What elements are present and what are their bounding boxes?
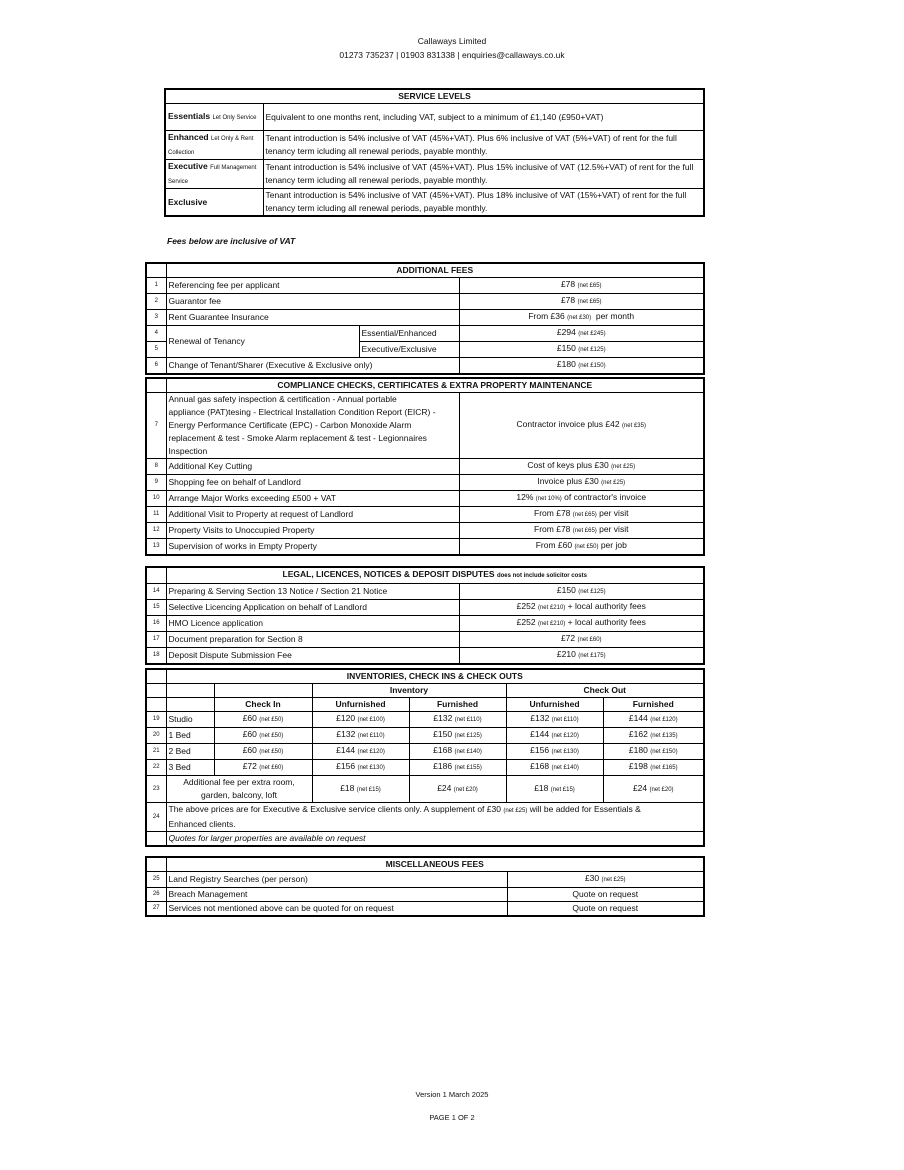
fee-price: Contractor invoice plus £42: [516, 419, 620, 429]
fee-suffix: + local authority fees: [565, 617, 646, 627]
fee-net: (net £25): [611, 464, 636, 470]
inventories-table: [145, 668, 705, 847]
fee-net: (net £65): [572, 512, 597, 518]
group-inventory: Inventory: [312, 684, 506, 698]
property-size: 1 Bed: [166, 728, 214, 744]
renewal-type: Essential/Enhanced: [359, 326, 459, 342]
fee-price: From £36: [528, 311, 565, 321]
table-row: [146, 632, 704, 648]
fee-price: £180: [556, 359, 576, 369]
net: (net £140): [551, 765, 579, 771]
row-number: 1: [146, 278, 166, 294]
fee-suffix: of contractor's invoice: [561, 492, 647, 502]
net: (net £15): [550, 786, 575, 793]
row-number: 6: [146, 358, 166, 375]
fee-net: (net £50): [574, 544, 599, 550]
fee-label: Preparing & Serving Section 13 Notice / Section 21 Notice: [166, 584, 459, 600]
group-checkout: Check Out: [506, 684, 704, 698]
price: £18: [340, 782, 355, 793]
price: £186: [433, 761, 453, 771]
fee-price: £252: [516, 601, 536, 611]
fee-label: Shopping fee on behalf of Landlord: [166, 475, 459, 491]
service-desc: Tenant introduction is 54% inclusive of VAT (45%+VAT). Plus 6% inclusive of VAT (5%+VAT) of rent for the full tenancy term icluding all renewal periods, payable monthly.: [263, 131, 704, 160]
service-sub: Let Only Service: [212, 115, 257, 121]
table-row: [146, 776, 704, 803]
net: (net £110): [357, 733, 385, 739]
fee-label: Document preparation for Section 8: [166, 632, 459, 648]
extra-label: Additional fee per extra room,: [183, 777, 295, 787]
row-number: 24: [146, 803, 166, 832]
fee-price: Invoice plus £30: [537, 476, 599, 486]
row-number: 17: [146, 632, 166, 648]
fee-label: Selective Licencing Application on behalf of Landlord: [166, 600, 459, 616]
fee-label: Breach Management: [166, 888, 507, 902]
compliance-line: Annual gas safety inspection & certification - Annual portable: [168, 394, 397, 404]
net: (net £20): [453, 786, 478, 793]
fee-price: Cost of keys plus £30: [527, 460, 609, 470]
net: (net £50): [259, 717, 284, 723]
fee-label: HMO Licence application: [166, 616, 459, 632]
fee-net: (net £30): [567, 315, 592, 321]
inventories-title: INVENTORIES, CHECK INS & CHECK OUTS: [166, 669, 704, 684]
row-number: 21: [146, 744, 166, 760]
legal-title-note: does not include solicitor costs: [496, 573, 587, 579]
fee-label: Guarantor fee: [166, 294, 459, 310]
net: (net £135): [650, 733, 678, 739]
net: (net £150): [650, 749, 678, 755]
row-number: 10: [146, 491, 166, 507]
table-row: [146, 294, 704, 310]
table-row: [146, 310, 704, 326]
col-checkout-unfurnished: Unfurnished: [506, 698, 603, 712]
fee-net: (net £210): [537, 605, 566, 611]
fee-net: (net £60): [577, 637, 602, 643]
row-number: 2: [146, 294, 166, 310]
fee-price: From £78: [534, 508, 571, 518]
fee-price: £210: [556, 649, 576, 659]
price: £60: [242, 713, 257, 723]
fee-price: £30: [584, 873, 600, 883]
fee-net: (net £125): [578, 347, 606, 353]
vat-note: Fees below are inclusive of VAT: [167, 236, 296, 246]
price: £156: [530, 745, 550, 755]
compliance-title: COMPLIANCE CHECKS, CERTIFICATES & EXTRA PROPERTY MAINTENANCE: [166, 378, 704, 393]
document-header: [0, 34, 904, 62]
supplement-note-end: will be added for Essentials &: [527, 804, 641, 814]
table-row: [146, 902, 704, 917]
compliance-line: Inspection: [168, 446, 208, 456]
misc-title: MISCELLANEOUS FEES: [166, 857, 704, 872]
row-number: 25: [146, 872, 166, 888]
quotes-note: Quotes for larger properties are available on request: [166, 832, 704, 847]
fee-suffix: per month: [591, 311, 635, 321]
row-number: 7: [146, 393, 166, 459]
row-number: 23: [146, 776, 166, 803]
table-row: [146, 712, 704, 728]
table-row: [146, 728, 704, 744]
service-name: Exclusive: [168, 197, 208, 207]
supplement-note: The above prices are for Executive & Exclusive service clients only. A supplement of £30: [168, 804, 501, 814]
net: (net £125): [454, 733, 482, 739]
row-number: 13: [146, 539, 166, 556]
table-row: [146, 803, 704, 832]
col-checkout-furnished: Furnished: [603, 698, 704, 712]
fee-price: Quote on request: [507, 902, 704, 917]
net: (net £120): [650, 717, 678, 723]
net: (net £50): [259, 733, 284, 739]
price: £132: [433, 713, 453, 723]
table-row: [146, 744, 704, 760]
price: £156: [336, 761, 356, 771]
fee-label: Referencing fee per applicant: [166, 278, 459, 294]
price: £168: [530, 761, 550, 771]
fee-price: £78: [560, 295, 576, 305]
table-row: [146, 648, 704, 665]
row-number: 14: [146, 584, 166, 600]
col-checkin: Check In: [214, 698, 312, 712]
fee-net: (net £125): [578, 589, 606, 595]
service-name: Executive: [168, 161, 208, 171]
fee-price: £150: [556, 343, 576, 353]
property-size: Studio: [166, 712, 214, 728]
row-number: 12: [146, 523, 166, 539]
net: (net £110): [454, 717, 482, 723]
service-row: [165, 104, 704, 131]
renewal-label: Renewal of Tenancy: [166, 326, 359, 358]
fee-price: 12%: [516, 492, 534, 502]
fee-net: (net £65): [577, 283, 602, 289]
price: £150: [433, 729, 453, 739]
net: (net £155): [454, 765, 482, 771]
fee-suffix: + local authority fees: [565, 601, 646, 611]
fee-net: (net 10%): [535, 496, 562, 502]
service-row: [165, 160, 704, 189]
fee-label: Supervision of works in Empty Property: [166, 539, 459, 556]
row-number: 8: [146, 459, 166, 475]
table-row: [146, 523, 704, 539]
row-number: 9: [146, 475, 166, 491]
fee-net: (net £35): [621, 423, 646, 429]
table-row: [146, 393, 704, 459]
net: (net £120): [357, 749, 385, 755]
table-row: [146, 888, 704, 902]
table-row: [146, 539, 704, 556]
fee-suffix: per job: [598, 540, 627, 550]
row-number: 18: [146, 648, 166, 665]
service-desc: Equivalent to one months rent, including VAT, subject to a minimum of £1,140 (£950+VAT): [263, 104, 704, 131]
service-desc: Tenant introduction is 54% inclusive of VAT (45%+VAT). Plus 18% inclusive of VAT (15%+VAT) of rent for the full tenancy term icluding all renewal periods, payable monthly.: [263, 189, 704, 217]
price: £132: [336, 729, 356, 739]
price: £162: [628, 729, 648, 739]
table-row: [146, 872, 704, 888]
row-number: 15: [146, 600, 166, 616]
service-levels-table: [164, 88, 705, 217]
row-number: 19: [146, 712, 166, 728]
additional-fees-title: ADDITIONAL FEES: [166, 263, 704, 278]
additional-fees-table: [145, 262, 705, 375]
net: (net £165): [650, 765, 678, 771]
net: (net £120): [551, 733, 579, 739]
service-row: [165, 131, 704, 160]
table-row: [146, 616, 704, 632]
service-name: Enhanced: [168, 132, 209, 142]
service-desc: Tenant introduction is 54% inclusive of VAT (45%+VAT). Plus 15% inclusive of VAT (12.5%+VAT) of rent for the full tenancy term icluding all renewal periods, payable monthly.: [263, 160, 704, 189]
row-number: 20: [146, 728, 166, 744]
fee-price: Quote on request: [507, 888, 704, 902]
service-name: Essentials: [168, 111, 211, 121]
row-number: 11: [146, 507, 166, 523]
version-label: Version 1 March 2025: [415, 1090, 489, 1099]
legal-table: [145, 566, 705, 665]
fee-price: From £78: [534, 524, 571, 534]
compliance-line: Energy Performance Certificate (EPC) - Carbon Monoxide Alarm: [168, 420, 412, 430]
fee-label: Rent Guarantee Insurance: [166, 310, 459, 326]
fee-label: Deposit Dispute Submission Fee: [166, 648, 459, 665]
company-name: Callaways Limited: [417, 36, 487, 46]
price: £180: [628, 745, 648, 755]
net: (net £20): [649, 786, 674, 793]
fee-label: Additional Key Cutting: [166, 459, 459, 475]
net: (net £15): [356, 786, 381, 793]
price: £144: [530, 729, 550, 739]
service-row: [165, 189, 704, 217]
table-row: [146, 760, 704, 776]
table-row: [146, 475, 704, 491]
table-row: [146, 459, 704, 475]
fee-price: £150: [556, 585, 576, 595]
fee-label: Change of Tenant/Sharer (Executive & Exclusive only): [166, 358, 459, 375]
fee-net: (net £245): [578, 331, 606, 337]
price: £24: [632, 782, 648, 793]
table-row: [146, 491, 704, 507]
table-row: [146, 584, 704, 600]
property-size: 3 Bed: [166, 760, 214, 776]
fee-price: £72: [560, 633, 576, 643]
table-row: [146, 326, 704, 342]
compliance-line: replacement & test - Smoke Alarm replacement & test - Legionnaires: [168, 433, 427, 443]
price: £132: [530, 713, 550, 723]
fee-net: (net £150): [578, 363, 606, 369]
compliance-table: [145, 377, 705, 556]
net: (net £100): [357, 717, 385, 723]
service-sub: Full Management Service: [168, 165, 257, 185]
fee-net: (net £65): [572, 528, 597, 534]
fee-net: (net £65): [577, 299, 602, 305]
price: £144: [628, 713, 648, 723]
price: £168: [433, 745, 453, 755]
fee-net: (net £210): [537, 621, 566, 627]
price: £60: [242, 729, 257, 739]
legal-title: LEGAL, LICENCES, NOTICES & DEPOSIT DISPUTES: [282, 569, 495, 579]
price: £144: [336, 745, 356, 755]
net: (net £50): [259, 749, 284, 755]
misc-fees-table: [145, 856, 705, 917]
net: (net £110): [551, 717, 579, 723]
price: £24: [437, 782, 452, 793]
fee-net: (net £175): [578, 653, 606, 659]
extra-label: garden, balcony, loft: [201, 790, 277, 800]
supplement-note-line2: Enhanced clients.: [168, 819, 236, 829]
compliance-line: appliance (PAT)tesing - Electrical Installation Condition Report (EICR) -: [168, 407, 436, 417]
row-number: 26: [146, 888, 166, 902]
row-number: 16: [146, 616, 166, 632]
net: (net £60): [259, 765, 284, 771]
table-row: [146, 600, 704, 616]
net: (net £140): [454, 749, 482, 755]
contact-line: 01273 735237 | 01903 831338 | enquiries@callaways.co.uk: [339, 50, 565, 60]
row-number: 4: [146, 326, 166, 342]
supplement-net: (net £25): [503, 808, 528, 814]
row-number: 27: [146, 902, 166, 917]
net: (net £130): [551, 749, 579, 755]
table-row: [146, 358, 704, 375]
table-row: [146, 278, 704, 294]
price: £120: [336, 713, 356, 723]
col-inventory-furnished: Furnished: [409, 698, 506, 712]
fee-suffix: per visit: [596, 524, 629, 534]
renewal-type: Executive/Exclusive: [359, 342, 459, 358]
table-row: [146, 507, 704, 523]
price: £198: [628, 761, 648, 771]
page-number: PAGE 1 OF 2: [429, 1113, 475, 1122]
fee-net: (net £25): [601, 877, 626, 883]
price: £18: [534, 782, 549, 793]
row-number: 22: [146, 760, 166, 776]
fee-label: Property Visits to Unoccupied Property: [166, 523, 459, 539]
fee-price: From £60: [535, 540, 573, 550]
fee-price: £252: [516, 617, 536, 627]
price: £60: [242, 745, 257, 755]
service-levels-title: SERVICE LEVELS: [165, 89, 704, 104]
fee-price: £78: [560, 279, 576, 289]
property-size: 2 Bed: [166, 744, 214, 760]
service-sub: Let Only & Rent Collection: [168, 136, 254, 156]
fee-price: £294: [556, 327, 576, 337]
col-inventory-unfurnished: Unfurnished: [312, 698, 409, 712]
row-number: 3: [146, 310, 166, 326]
fee-label: Arrange Major Works exceeding £500 + VAT: [166, 491, 459, 507]
net: (net £130): [357, 765, 385, 771]
fee-net: (net £25): [601, 480, 626, 486]
price: £72: [242, 761, 257, 771]
fee-label: Additional Visit to Property at request of Landlord: [166, 507, 459, 523]
fee-label: Services not mentioned above can be quoted for on request: [166, 902, 507, 917]
fee-suffix: per visit: [596, 508, 629, 518]
fee-label: Land Registry Searches (per person): [166, 872, 507, 888]
row-number: 5: [146, 342, 166, 358]
